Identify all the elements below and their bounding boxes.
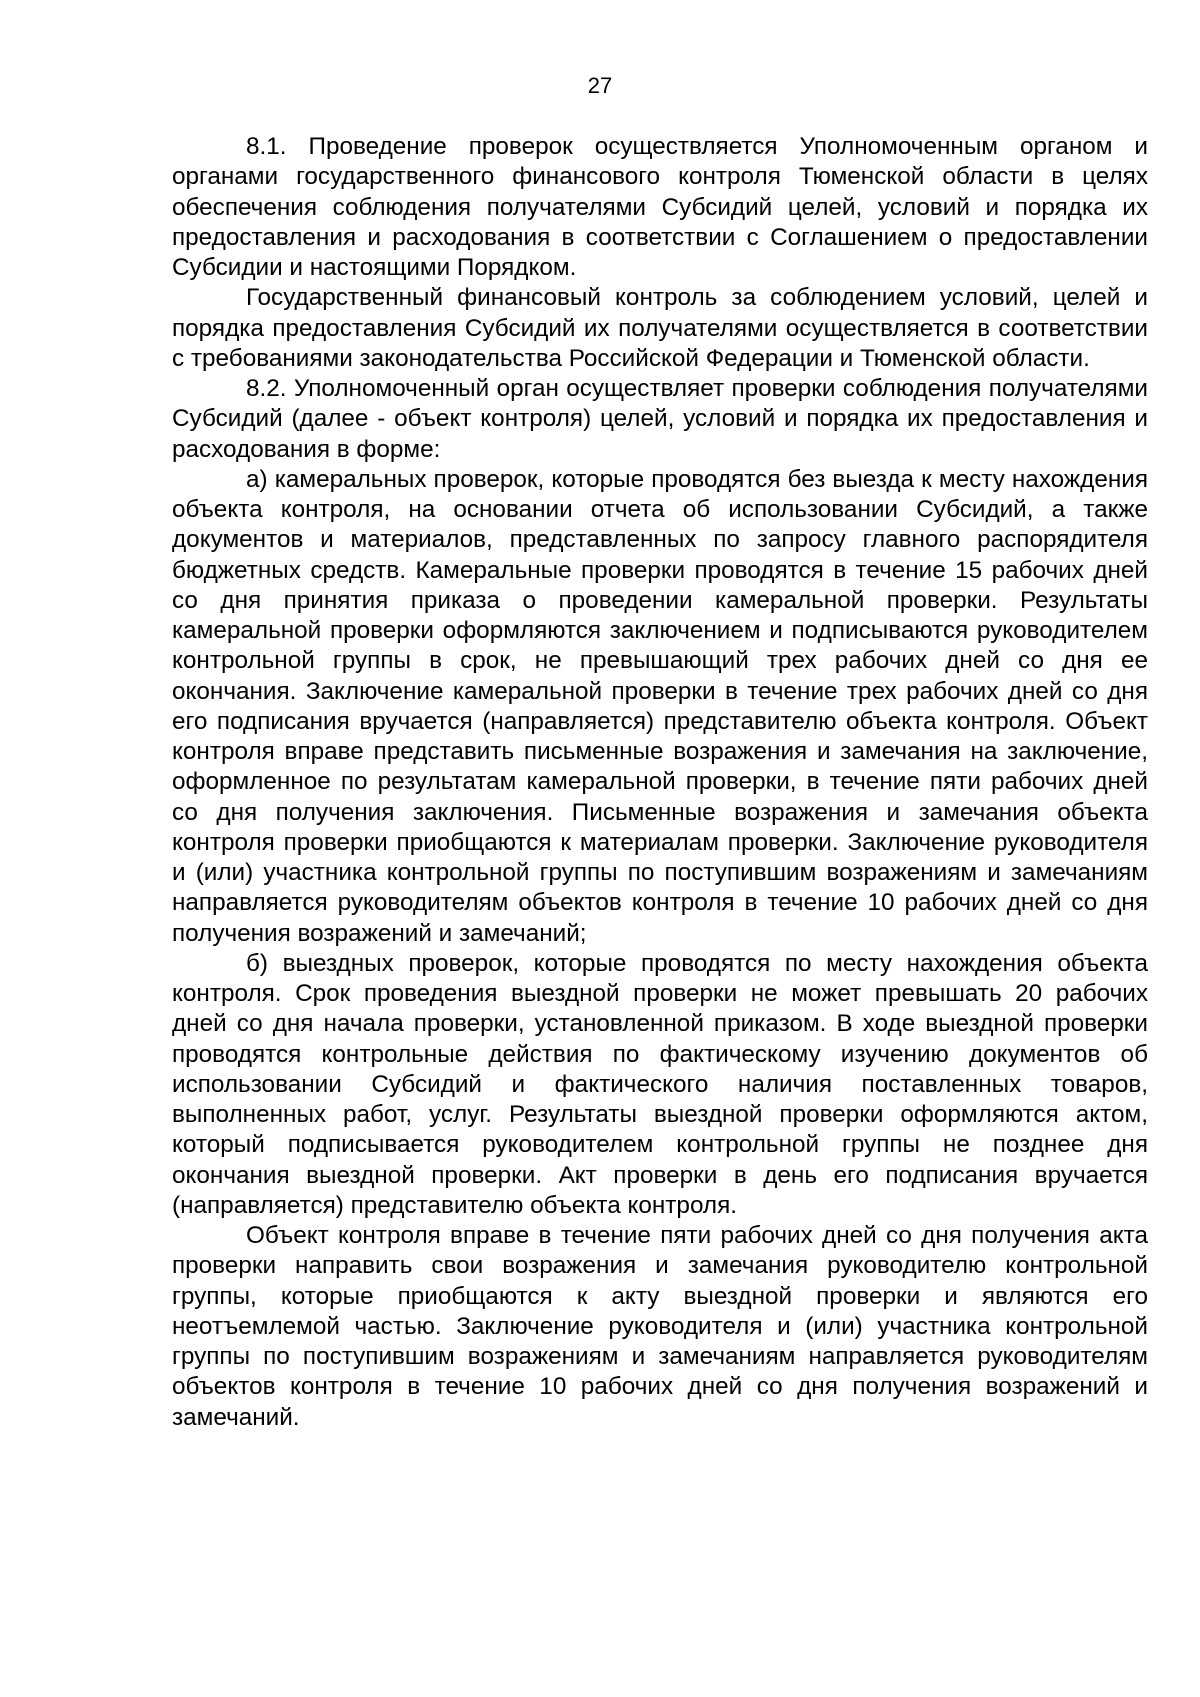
paragraph-8-2: 8.2. Уполномоченный орган осуществляет проверки соблюдения получателями Субсидий (далее - объект контроля) целей, условий и порядка их предоставления и расходования в форме: — [172, 375, 1148, 463]
paragraph-state-financial-control: Государственный финансовый контроль за соблюдением условий, целей и порядка предоставления Субсидий их получателями осуществляется в соответствии с требованиями законодательства Российской Федерации и Тюменской области. — [172, 284, 1148, 372]
document-body — [172, 132, 1148, 1433]
paragraph-objections: Объект контроля вправе в течение пяти рабочих дней со дня получения акта проверки направить свои возражения и замечания руководителю контрольной группы, которые приобщаются к акту выездной проверки и являются его неотъемлемой частью. Заключение руководителя и (или) участника контрольной группы по поступившим возражениям и замечаниям направляется руководителям объектов контроля в течение 10 рабочих дней со дня получения возражений и замечаний. — [172, 1222, 1148, 1431]
page-number: 27 — [587, 73, 613, 98]
paragraph-field-audits: б) выездных проверок, которые проводятся по месту нахождения объекта контроля. Срок проведения выездной проверки не может превышать 20 рабочих дней со дня начала проверки, установленной приказом. В ходе выездной проверки проводятся контрольные действия по фактическому изучению документов об использовании Субсидий и фактического наличия поставленных товаров, выполненных работ, услуг. Результаты выездной проверки оформляются актом, который подписывается руководителем контрольной группы не позднее дня окончания выездной проверки. Акт проверки в день его подписания вручается (направляется) представителю объекта контроля. — [172, 949, 1148, 1219]
paragraph-8-1: 8.1. Проведение проверок осуществляется Уполномоченным органом и органами государственного финансового контроля Тюменской области в целях обеспечения соблюдения получателями Субсидий целей, условий и порядка их предоставления и расходования в соответствии с Соглашением о предоставлении Субсидии и настоящими Порядком. — [172, 133, 1148, 281]
paragraph-desk-audits: а) камеральных проверок, которые проводятся без выезда к месту нахождения объекта контроля, на основании отчета об использовании Субсидий, а также документов и материалов, представленных по запросу главного распорядителя бюджетных средств. Камеральные проверки проводятся в течение 15 рабочих дней со дня принятия приказа о проведении камеральной проверки. Результаты камеральной проверки оформляются заключением и подписываются руководителем контрольной группы в срок, не превышающий трех рабочих дней со дня ее окончания. Заключение камеральной проверки в течение трех рабочих дней со дня его подписания вручается (направляется) представителю объекта контроля. Объект контроля вправе представить письменные возражения и замечания на заключение, оформленное по результатам камеральной проверки, в течение пяти рабочих дней со дня получения заключения. Письменные возражения и замечания объекта контроля проверки приобщаются к материалам проверки. Заключение руководителя и (или) участника контрольной группы по поступившим возражениям и замечаниям направляется руководителям объектов контроля в течение 10 рабочих дней со дня получения возражений и замечаний; — [172, 465, 1148, 947]
